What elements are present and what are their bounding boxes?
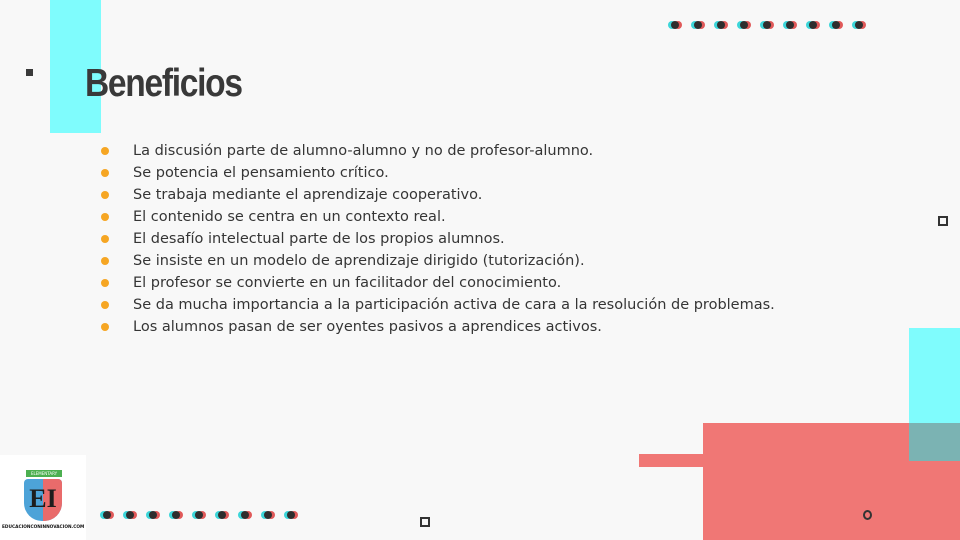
dot-decoration (215, 511, 229, 519)
dot-decoration (668, 21, 682, 29)
dot-decoration (100, 511, 114, 519)
logo-banner-text: ELEMENTARY (30, 471, 58, 476)
hollow-square-decoration (420, 517, 430, 527)
list-item-text: Se potencia el pensamiento crítico. (133, 165, 389, 181)
dot-decoration (284, 511, 298, 519)
dot-decoration (238, 511, 252, 519)
logo-letters: EI (29, 484, 57, 513)
ring-decoration (863, 510, 872, 520)
bullet-icon (101, 235, 109, 243)
slide-title: Beneficios (85, 62, 242, 105)
accent-overlap-block (909, 423, 960, 461)
dot-decoration (146, 511, 160, 519)
hollow-square-decoration (938, 216, 948, 226)
list-item-text: Se trabaja mediante el aprendizaje cooperativo. (133, 187, 483, 203)
bullet-icon (101, 213, 109, 221)
list-item-text: Se da mucha importancia a la participación activa de cara a la resolución de problemas. (133, 297, 775, 313)
dot-decoration (123, 511, 137, 519)
dot-decoration (261, 511, 275, 519)
list-item (101, 250, 775, 272)
bullet-icon (101, 323, 109, 331)
list-item-text: Los alumnos pasan de ser oyentes pasivos a aprendices activos. (133, 319, 602, 335)
bullet-icon (101, 147, 109, 155)
dot-decoration (829, 21, 843, 29)
dot-decoration (192, 511, 206, 519)
list-item (101, 184, 775, 206)
logo-caption: EDUCACIONCONINNOVACION.COM (2, 525, 85, 530)
dot-decoration (806, 21, 820, 29)
bullet-icon (101, 169, 109, 177)
bullet-icon (101, 279, 109, 287)
dot-row-decoration-top (668, 21, 866, 29)
dot-decoration (737, 21, 751, 29)
bullet-icon (101, 301, 109, 309)
dot-decoration (691, 21, 705, 29)
list-item (101, 206, 775, 228)
bullet-icon (101, 257, 109, 265)
dot-decoration (169, 511, 183, 519)
dot-decoration (760, 21, 774, 29)
dot-decoration (783, 21, 797, 29)
coral-accent-bar (639, 454, 703, 467)
benefits-list (101, 140, 775, 338)
list-item (101, 272, 775, 294)
list-item-text: El desafío intelectual parte de los propios alumnos. (133, 231, 505, 247)
list-item-text: La discusión parte de alumno-alumno y no de profesor-alumno. (133, 143, 594, 159)
logo (0, 455, 86, 540)
list-item-text: El contenido se centra en un contexto real. (133, 209, 446, 225)
list-item (101, 294, 775, 316)
bullet-icon (101, 191, 109, 199)
list-item (101, 228, 775, 250)
list-item (101, 140, 775, 162)
small-square-decoration (26, 69, 33, 76)
list-item (101, 162, 775, 184)
list-item (101, 316, 775, 338)
list-item-text: El profesor se convierte en un facilitador del conocimiento. (133, 275, 562, 291)
logo-shield-icon (24, 479, 62, 521)
dot-decoration (714, 21, 728, 29)
dot-row-decoration-bottom (100, 511, 298, 519)
logo-banner (26, 470, 62, 477)
dot-decoration (852, 21, 866, 29)
list-item-text: Se insiste en un modelo de aprendizaje dirigido (tutorización). (133, 253, 585, 269)
